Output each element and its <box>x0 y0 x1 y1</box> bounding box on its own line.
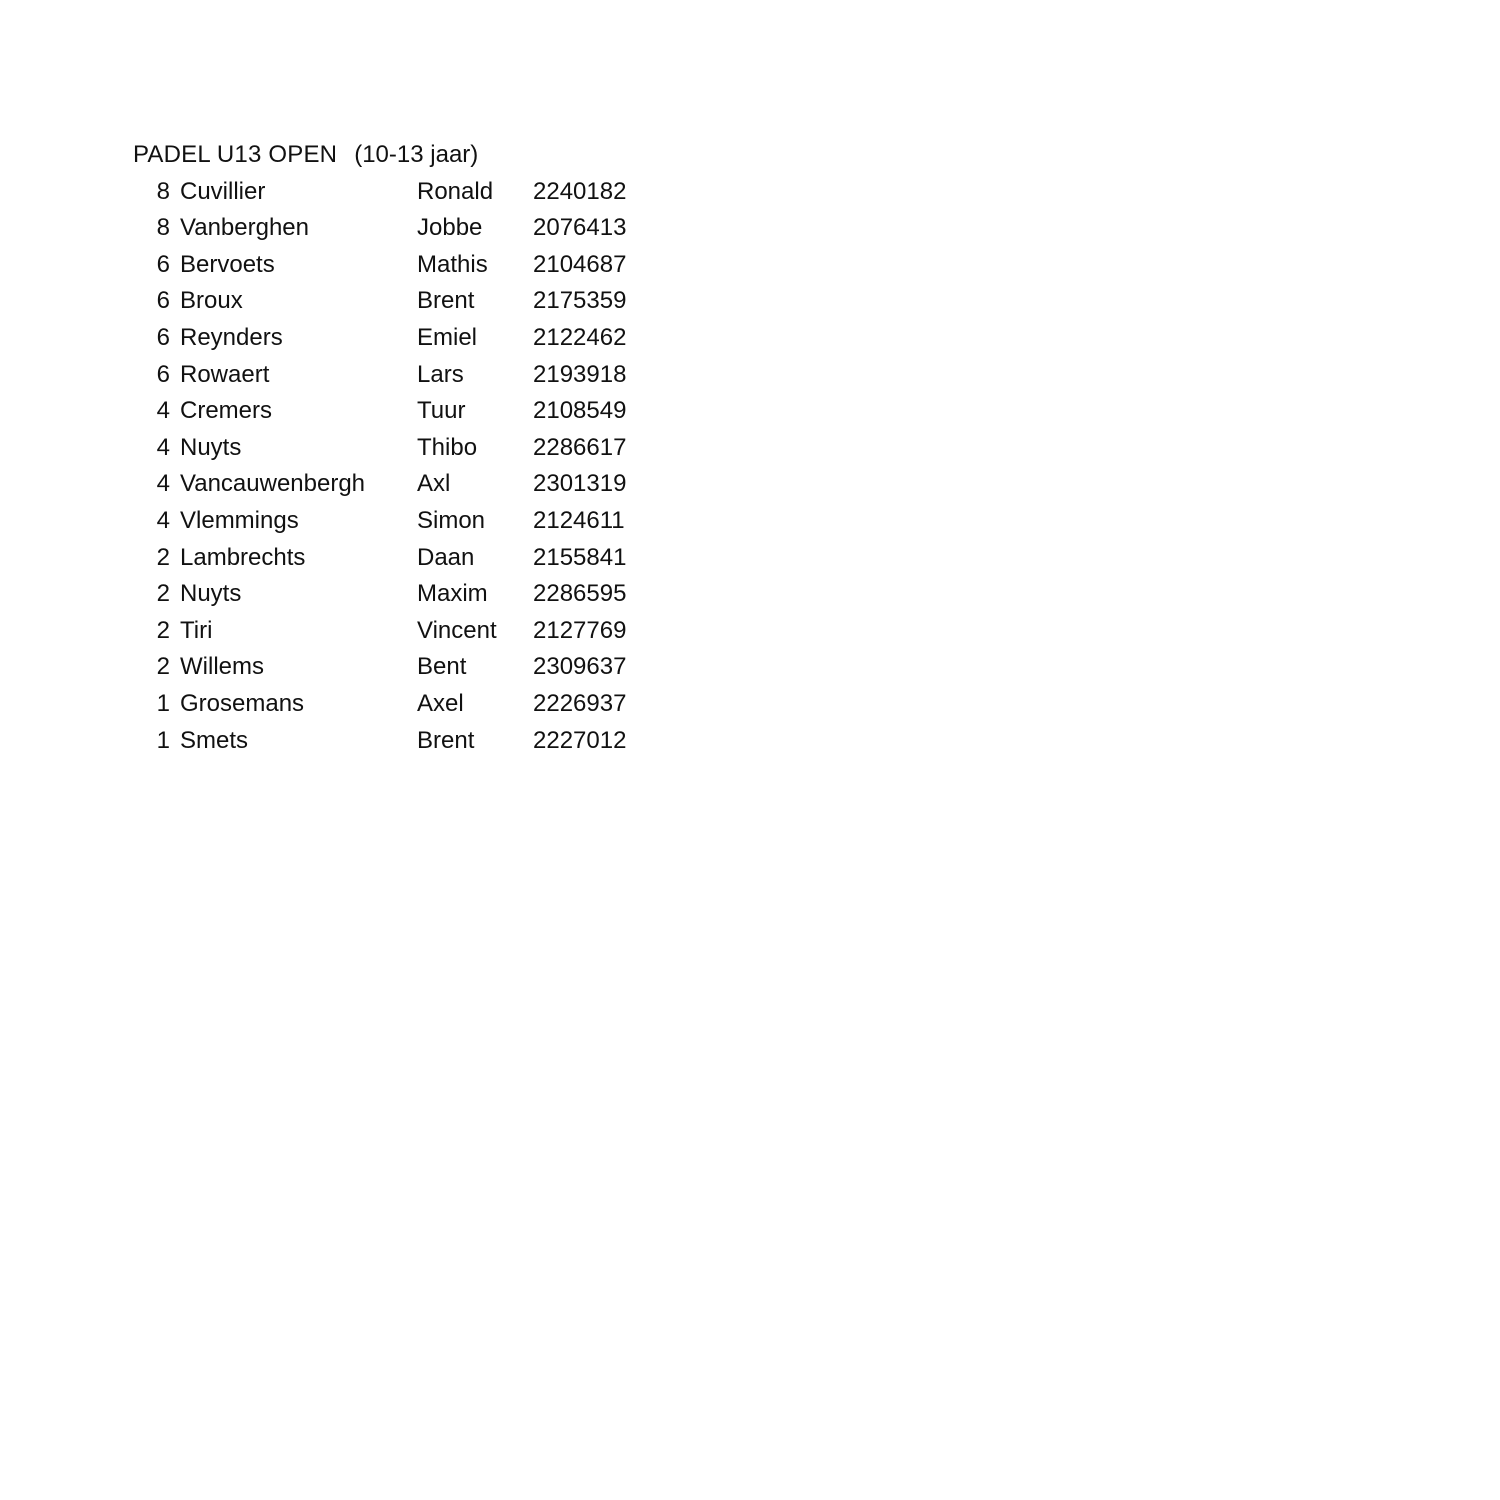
table-row <box>133 210 653 247</box>
cell-first-name: Emiel <box>417 323 478 351</box>
cell-last-name: Rowaert <box>180 360 270 388</box>
cell-member-id: 2076413 <box>533 214 627 242</box>
table-row <box>133 174 653 211</box>
cell-first-name: Maxim <box>417 580 488 608</box>
cell-first-name: Thibo <box>417 433 478 461</box>
document-page <box>133 137 653 759</box>
table-row <box>133 357 653 394</box>
cell-points: 4 <box>156 433 170 461</box>
cell-last-name: Nuyts <box>180 580 242 608</box>
cell-first-name: Ronald <box>417 177 494 205</box>
cell-last-name: Tiri <box>180 616 213 644</box>
table-row <box>133 393 653 430</box>
cell-member-id: 2227012 <box>533 726 627 754</box>
category-age-range: (10-13 jaar) <box>354 141 479 168</box>
cell-first-name: Brent <box>417 287 475 315</box>
cell-member-id: 2226937 <box>533 689 627 717</box>
cell-member-id: 2301319 <box>533 470 627 498</box>
table-row <box>133 283 653 320</box>
cell-last-name: Broux <box>180 287 243 315</box>
cell-first-name: Mathis <box>417 250 488 278</box>
cell-member-id: 2122462 <box>533 323 627 351</box>
cell-last-name: Smets <box>180 726 249 754</box>
cell-first-name: Vincent <box>417 616 497 644</box>
cell-first-name: Daan <box>417 543 475 571</box>
players-table <box>133 174 653 760</box>
cell-first-name: Bent <box>417 653 467 681</box>
cell-last-name: Nuyts <box>180 433 242 461</box>
cell-points: 4 <box>156 470 170 498</box>
cell-last-name: Cuvillier <box>180 177 266 205</box>
cell-member-id: 2286595 <box>533 580 627 608</box>
table-row <box>133 723 653 760</box>
cell-points: 2 <box>156 580 170 608</box>
cell-points: 6 <box>156 250 170 278</box>
cell-last-name: Lambrechts <box>180 543 306 571</box>
table-row <box>133 320 653 357</box>
table-row <box>133 686 653 723</box>
cell-last-name: Grosemans <box>180 689 305 717</box>
cell-first-name: Jobbe <box>417 214 483 242</box>
table-row <box>133 576 653 613</box>
cell-first-name: Brent <box>417 726 475 754</box>
cell-first-name: Axl <box>417 470 451 498</box>
cell-last-name: Bervoets <box>180 250 275 278</box>
cell-member-id: 2108549 <box>533 397 627 425</box>
cell-points: 6 <box>156 323 170 351</box>
cell-first-name: Simon <box>417 506 486 534</box>
cell-points: 8 <box>156 214 170 242</box>
cell-last-name: Vlemmings <box>180 506 299 534</box>
cell-points: 1 <box>156 689 170 717</box>
cell-member-id: 2309637 <box>533 653 627 681</box>
cell-points: 2 <box>156 616 170 644</box>
category-title: PADEL U13 OPEN <box>133 141 338 168</box>
cell-first-name: Lars <box>417 360 464 388</box>
cell-points: 6 <box>156 360 170 388</box>
cell-first-name: Tuur <box>417 397 466 425</box>
cell-points: 6 <box>156 287 170 315</box>
cell-points: 4 <box>156 506 170 534</box>
cell-first-name: Axel <box>417 689 464 717</box>
cell-member-id: 2127769 <box>533 616 627 644</box>
cell-member-id: 2240182 <box>533 177 627 205</box>
cell-member-id: 2175359 <box>533 287 627 315</box>
table-row <box>133 649 653 686</box>
cell-last-name: Reynders <box>180 323 283 351</box>
table-row <box>133 613 653 650</box>
cell-last-name: Willems <box>180 653 264 681</box>
table-row <box>133 247 653 284</box>
cell-points: 1 <box>156 726 170 754</box>
cell-member-id: 2155841 <box>533 543 627 571</box>
cell-last-name: Vancauwenbergh <box>180 470 366 498</box>
table-row <box>133 466 653 503</box>
cell-last-name: Cremers <box>180 397 273 425</box>
table-row <box>133 540 653 577</box>
cell-member-id: 2193918 <box>533 360 627 388</box>
table-row <box>133 430 653 467</box>
cell-points: 4 <box>156 397 170 425</box>
cell-member-id: 2124611 <box>533 506 625 534</box>
cell-points: 2 <box>156 543 170 571</box>
cell-member-id: 2286617 <box>533 433 627 461</box>
cell-points: 8 <box>156 177 170 205</box>
section-title <box>133 137 653 174</box>
cell-member-id: 2104687 <box>533 250 627 278</box>
cell-last-name: Vanberghen <box>180 214 309 242</box>
table-row <box>133 503 653 540</box>
cell-points: 2 <box>156 653 170 681</box>
